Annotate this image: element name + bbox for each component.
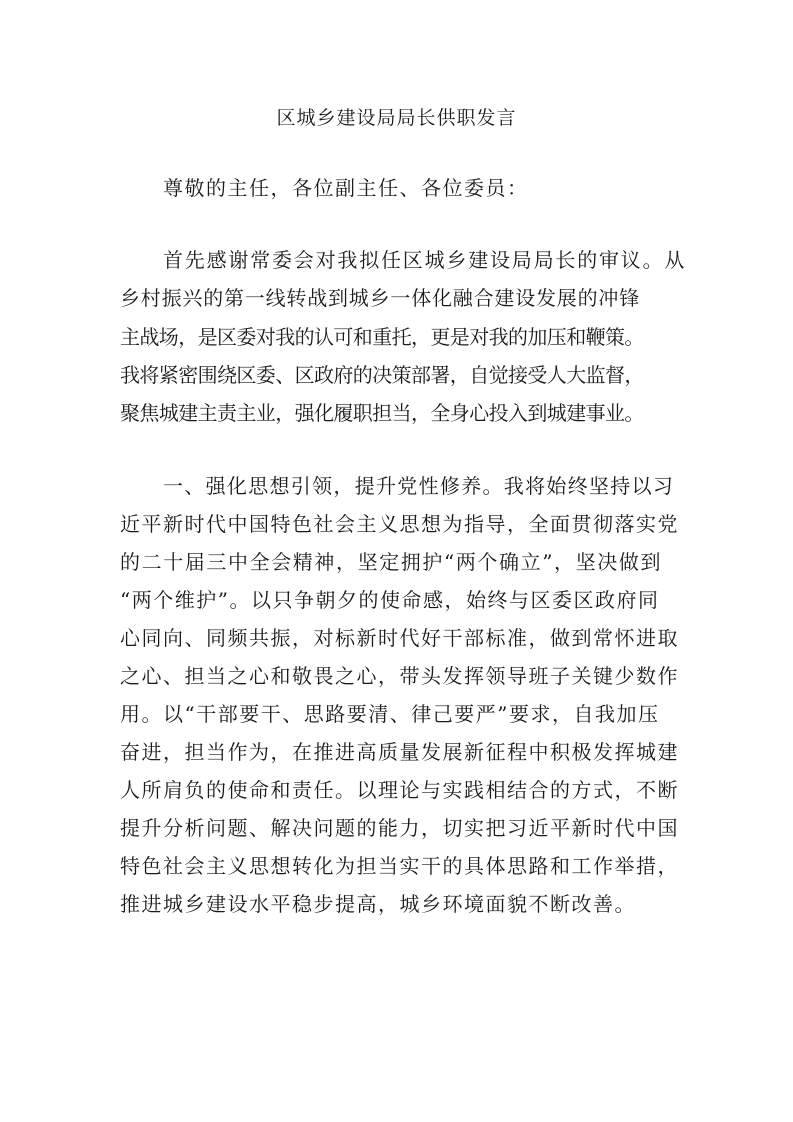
page-title: 区城乡建设局局长供职发言: [276, 107, 517, 129]
paragraph-line: 之心、担当之心和敬畏之心，带头发挥领导班子关键少数作: [120, 664, 679, 688]
paragraph-line: 推进城乡建设水平稳步提高，城乡环境面貌不断改善。: [120, 892, 636, 916]
paragraph-line: 乡村振兴的第一线转战到城乡一体化融合建设发展的冲锋: [120, 286, 640, 310]
paragraph-line: 一、强化思想引领，提升党性修养。我将始终坚持以习: [163, 474, 675, 498]
paragraph-line: 奋进，担当作为，在推进高质量发展新征程中积极发挥城建: [120, 740, 679, 764]
paragraph-line: 人所肩负的使命和责任。以理论与实践相结合的方式，不断: [120, 778, 679, 802]
paragraph-line: 心同向、同频共振，对标新时代好干部标准，做到常怀进取: [120, 626, 679, 650]
paragraph-line: 提升分析问题、解决问题的能力，切实把习近平新时代中国: [120, 816, 679, 840]
paragraph-line: 首先感谢常委会对我拟任区城乡建设局局长的审议。从: [163, 248, 687, 272]
paragraph-line: 聚焦城建主责主业，强化履职担当，全身心投入到城建事业。: [120, 401, 644, 425]
paragraph-line: 特色社会主义思想转化为担当实干的具体思路和工作举措，: [120, 854, 679, 878]
paragraph-line: 的二十届三中全会精神，坚定拥护“两个确立”，坚决做到: [120, 550, 663, 574]
salutation: 尊敬的主任，各位副主任、各位委员：: [163, 176, 529, 200]
paragraph-line: 用。以“干部要干、思路要清、律己要严”要求，自我加压: [120, 702, 660, 726]
paragraph-line: 近平新时代中国特色社会主义思想为指导，全面贯彻落实党: [120, 512, 679, 536]
paragraph-line: “两个维护”。以只争朝夕的使命感，始终与区委区政府同: [120, 588, 660, 612]
paragraph-line: 我将紧密围绕区委、区政府的决策部署，自觉接受人大监督，: [120, 363, 644, 387]
paragraph-line: 主战场，是区委对我的认可和重托，更是对我的加压和鞭策。: [120, 325, 644, 349]
